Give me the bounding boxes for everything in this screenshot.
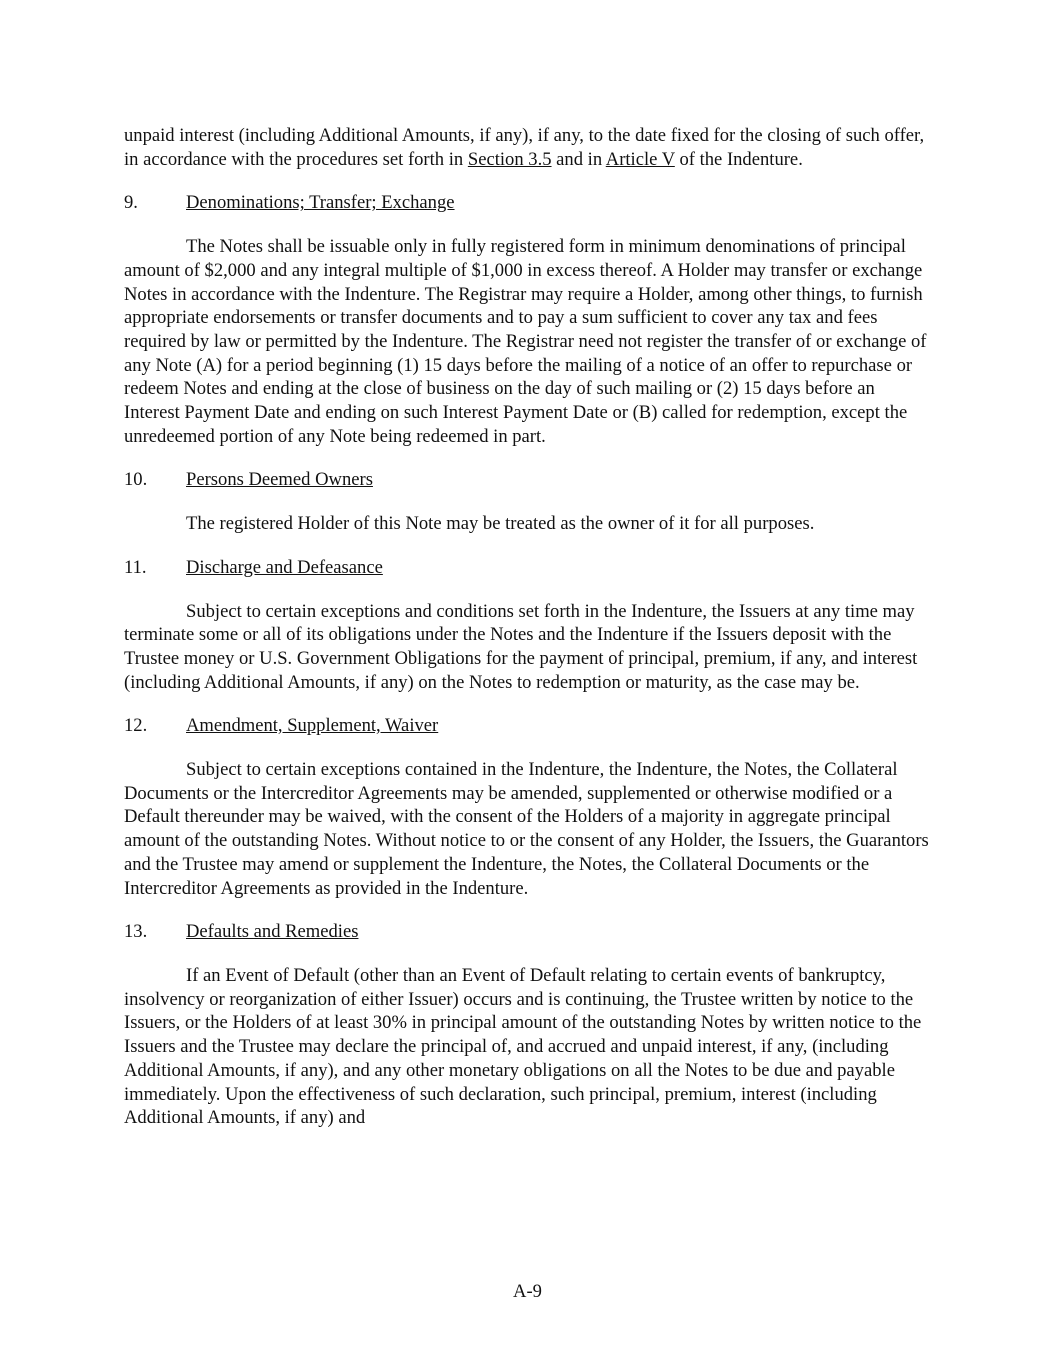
- section-9-number: 9.: [124, 192, 138, 214]
- section-11-number: 11.: [124, 556, 147, 578]
- section-12-number: 12.: [124, 715, 148, 737]
- section-11-body: Subject to certain exceptions and conditions set forth in the Indenture, the Issuers at any time may terminate some or all of its obligations under the Notes and the Indenture if the Issuers deposit with the Trustee money or U.S. Government Obligations for the payment of principal, premium, if any, and interest (including Additional Amounts, if any) on the Notes to redemption or maturity, as the case may be.: [124, 600, 918, 693]
- section-12-heading: [124, 714, 932, 738]
- section-9-body: The Notes shall be issuable only in fully registered form in minimum denominations of principal amount of $2,000 and any integral multiple of $1,000 in excess thereof. A Holder may transfer or exchange Notes in accordance with the Indenture. The Registrar may require a Holder, among other things, to furnish appropriate endorsements or transfer documents and to pay a sum sufficient to cover any tax and fees required by law or permitted by the Indenture. The Registrar need not register the transfer of or exchange of any Note (A) for a period beginning (1) 15 days before the mailing of a notice of an offer to repurchase or redeem Notes and ending at the close of business on the day of such mailing or (2) 15 days before an Interest Payment Date and ending on such Interest Payment Date or (B) called for redemption, except the unredeemed portion of any Note being redeemed in part.: [124, 236, 927, 447]
- section-13-body: If an Event of Default (other than an Event of Default relating to certain events of bankruptcy, insolvency or reorganization of either Issuer) occurs and is continuing, the Trustee written by notice to the Issuers, or the Holders of at least 30% in principal amount of the outstanding Notes by written notice to the Issuers and the Trustee may declare the principal of, and accrued and unpaid interest, if any, (including Additional Amounts, if any), and any other monetary obligations on all the Notes to be due and payable immediately. Upon the effectiveness of such declaration, such principal, premium, interest (including Additional Amounts, if any) and: [124, 964, 922, 1129]
- section-11-heading: [124, 556, 932, 580]
- intro-text-2: and in: [551, 148, 606, 170]
- intro-text-1: unpaid interest (including Additional Amounts, if any), if any, to the date fixed for the closing of such offer, in accordance with the procedures set forth in: [124, 125, 925, 170]
- section-13-heading: [124, 920, 932, 944]
- article-v-reference: Article V: [605, 148, 675, 170]
- section-12-title: Amendment, Supplement, Waiver: [186, 715, 439, 737]
- section-10-body: The registered Holder of this Note may be treated as the owner of it for all purposes.: [186, 513, 815, 535]
- section-10-number: 10.: [124, 469, 148, 491]
- section-11-title: Discharge and Defeasance: [186, 556, 383, 578]
- section-3-5-reference: Section 3.5: [467, 148, 552, 170]
- document-page: [124, 124, 932, 1130]
- section-12-body: Subject to certain exceptions contained in the Indenture, the Indenture, the Notes, the Collateral Documents or the Intercreditor Agreements may be amended, supplemented or otherwise modified or a Default thereunder may be waived, with the consent of the Holders of a majority in aggregate principal amount of the outstanding Notes. Without notice to or the consent of any Holder, the Issuers, the Guarantors and the Trustee may amend or supplement the Indenture, the Notes, the Collateral Documents or the Intercreditor Agreements as provided in the Indenture.: [124, 759, 929, 899]
- section-13-title: Defaults and Remedies: [186, 921, 359, 943]
- page-number: A-9: [513, 1281, 542, 1302]
- section-10-title: Persons Deemed Owners: [186, 469, 373, 491]
- intro-text-3: of the Indenture.: [674, 148, 803, 170]
- section-9-heading: [124, 191, 932, 215]
- section-10-heading: [124, 468, 932, 492]
- section-9-title: Denominations; Transfer; Exchange: [186, 192, 455, 214]
- intro-paragraph: [124, 124, 932, 171]
- section-13-number: 13.: [124, 921, 148, 943]
